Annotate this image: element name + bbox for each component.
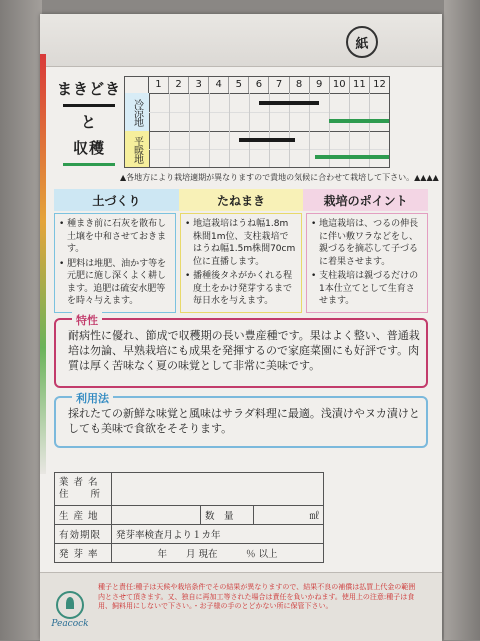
sowing-item: • 播種後タネがかくれる程度土をかけ発芽するまで毎日水を与えます。 [185, 271, 293, 306]
soil-item: • 肥料は堆肥、油かす等を元肥に施し深くよく耕します。追肥は硫安水肥等を時々与えます。 [59, 258, 167, 306]
warm-sowing-bar [239, 138, 295, 142]
bottom-flap [40, 572, 442, 641]
grid-line [189, 93, 190, 167]
expiry-label: 有効期限 [55, 525, 112, 544]
sowing-column [180, 213, 302, 313]
table-row [55, 473, 324, 506]
background-left [0, 0, 42, 640]
zone-warm-label: 平暖地 [125, 131, 150, 167]
grid-line [169, 93, 170, 167]
table-row [55, 525, 324, 544]
month-label: 11 [350, 77, 370, 93]
month-label: 1 [149, 77, 169, 93]
month-label: 9 [310, 77, 330, 93]
chart-note: ▲各地方により栽培適期が異なりますので貴地の気候に合わせて栽培して下さい。▲▲▲▲ [120, 173, 439, 182]
brand-name: Peacock [51, 619, 89, 629]
usage-box [54, 392, 428, 448]
producer-info-table [54, 472, 324, 563]
cold-sowing-bar [259, 101, 319, 105]
month-label: 6 [249, 77, 269, 93]
chart-title-and: と [80, 113, 97, 132]
month-label: 2 [169, 77, 189, 93]
month-header [125, 77, 389, 94]
table-row [55, 544, 324, 563]
usage-heading: 利用法 [72, 390, 113, 406]
month-label: 12 [373, 79, 386, 90]
legal-notice: 種子と責任:種子は天候や栽培条件でその結果が異なりますので、結果不良の補償は払買上代金の範囲内とさせて頂きます。又、独自に再加工等された場合は責任を負いかねます。使用上の注意:種子は食用、飼料用にしないで下さい。・お子様の手のとどかない所に保管下さい。 [98, 583, 416, 610]
month-header-corner [125, 77, 149, 93]
features-heading: 特性 [72, 312, 102, 328]
soil-item: • 種まき前に石灰を散布し土壌を中和させておきます。 [59, 219, 167, 254]
usage-text: 採れたての新鮮な味覚と風味はサラダ料理に最適。浅漬けやヌカ漬けとしても美味で食欲をそそります。 [68, 407, 420, 435]
germination-label: 発 芽 率 [55, 544, 112, 563]
grid-line [209, 93, 210, 167]
cold-harvest-bar [329, 119, 389, 123]
cultivation-columns [54, 213, 428, 313]
table-row [55, 506, 324, 525]
grid-line [249, 93, 250, 167]
peacock-logo [48, 591, 92, 629]
address-label: 住 所 [59, 489, 102, 500]
points-item: • 支柱栽培は親づるだけの1本仕立てとして生育させます。 [311, 271, 419, 306]
quantity-label: 数 量 [201, 506, 254, 525]
month-label: 10 [330, 77, 350, 93]
tab-sowing: たねまき [179, 189, 304, 211]
quantity-unit: ㎖ [254, 506, 324, 525]
chart-title [54, 76, 124, 168]
chart-title-harvest: 収穫 [72, 139, 105, 158]
vendor-name-label: 業 者 名 [59, 477, 99, 488]
seed-packet-back [40, 14, 442, 640]
points-column [306, 213, 428, 313]
origin-label: 生 産 地 [55, 506, 112, 525]
sowing-legend-bar [63, 104, 115, 107]
points-item: • 地這栽培は、つるの伸長に伴い敷ワラなどをし、親づるを摘芯して子づるに着果させます。 [311, 219, 419, 267]
germination-value: 年 月 現在 ％ 以上 [112, 544, 324, 563]
grid-line [229, 93, 230, 167]
paper-recycle-icon: 紙 [346, 26, 378, 58]
month-label: 8 [290, 77, 310, 93]
cultivation-tabs [54, 189, 428, 211]
chart-grid [124, 76, 390, 168]
warm-harvest-bar [315, 155, 389, 159]
month-label: 5 [229, 77, 249, 93]
features-text: 耐病性に優れ、節成で収穫期の長い豊産種です。果はよく整い、普通栽培は勿論、早熟栽培にも成果を発揮するので家庭菜園にも好評です。肉質は厚く苦味なく夏の味覚として非常に美味です。 [68, 329, 420, 372]
chart-title-sowing: まきどき [56, 80, 121, 99]
origin-value-cell [112, 506, 201, 525]
front-edge-strip [40, 54, 46, 474]
month-label: 7 [269, 77, 289, 93]
top-flap [40, 14, 442, 67]
soil-column [54, 213, 176, 313]
background-right [444, 0, 480, 640]
harvest-legend-bar [63, 163, 115, 166]
expiry-value: 発芽率検査月より１カ年 [112, 525, 324, 544]
peacock-logo-icon [56, 591, 84, 619]
sowing-item: • 地這栽培はうね幅1.8m株間1m位、支柱栽培ではうね幅1.5m株間70cm位に直播します。 [185, 219, 296, 267]
month-label: 3 [189, 77, 209, 93]
sowing-harvest-chart [54, 76, 390, 168]
tab-soil: 土づくり [54, 189, 179, 211]
vendor-value-cell [112, 473, 324, 506]
table-cell [55, 473, 112, 506]
tab-points: 栽培のポイント [303, 189, 428, 211]
zone-cold-label: 冷涼地 [125, 93, 150, 132]
features-box [54, 314, 428, 388]
month-label: 4 [209, 77, 229, 93]
